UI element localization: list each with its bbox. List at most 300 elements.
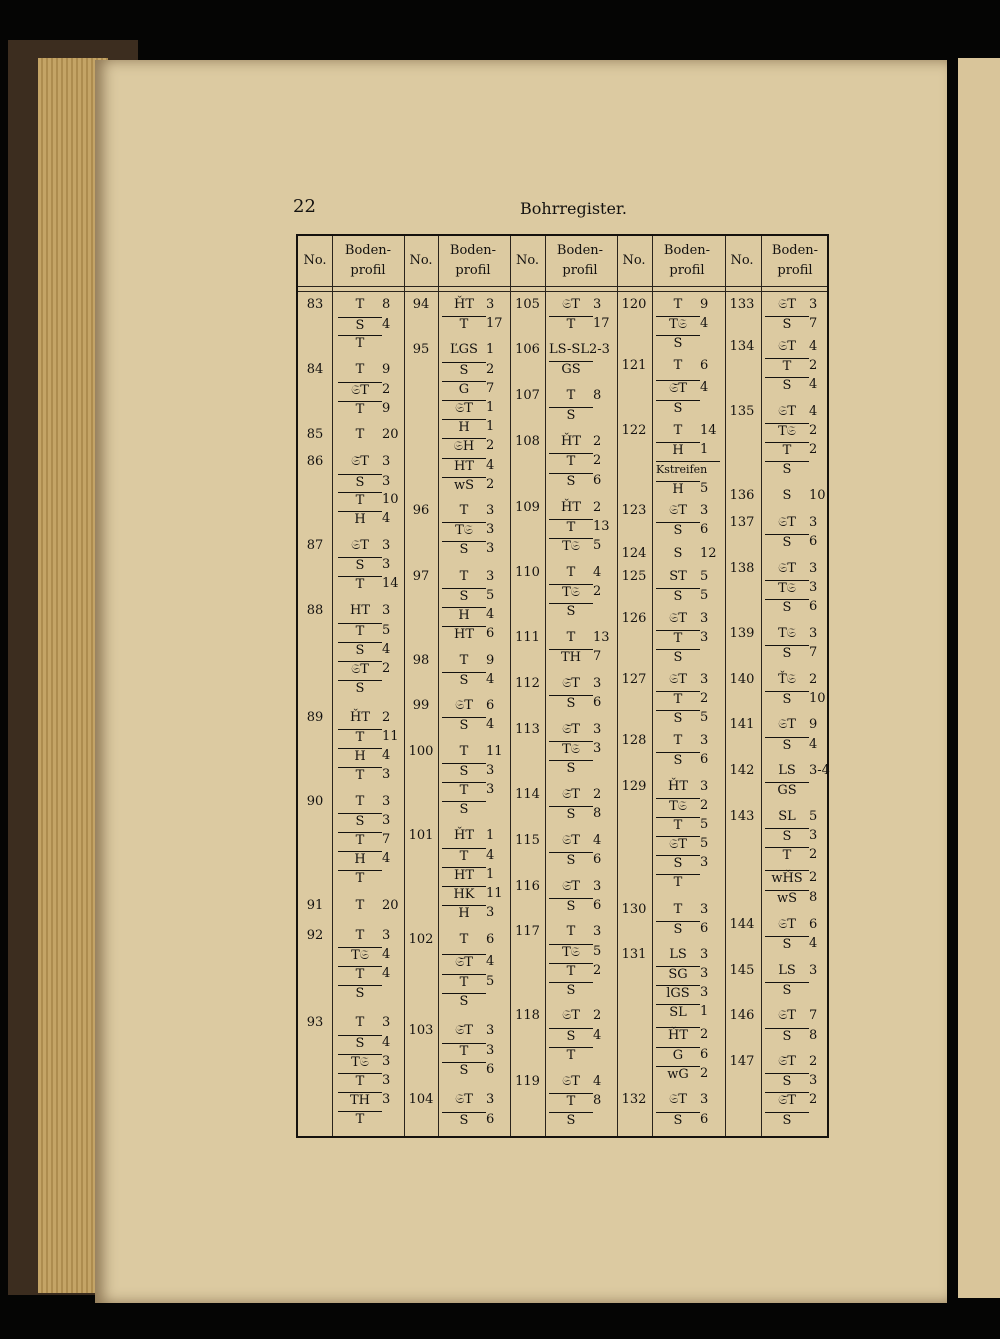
soil-layer (338, 729, 406, 749)
soil-symbol: S (442, 362, 486, 379)
layer-thickness: 3 (809, 626, 818, 641)
soil-layer (549, 316, 617, 336)
soil-symbol: 𝔖T (778, 297, 796, 312)
soil-symbol: wȞS (765, 870, 809, 887)
header-profil-label: profil (350, 263, 386, 278)
soil-symbol: 𝔖̄T (351, 454, 369, 469)
header-bodenprofil (438, 236, 508, 286)
soil-layer (549, 741, 617, 761)
soil-symbol: S (549, 407, 593, 424)
bore-number: 118 (515, 1008, 540, 1023)
bore-number: 85 (306, 427, 324, 442)
header-no (617, 236, 651, 286)
layer-thickness: 3 (382, 1073, 391, 1088)
layer-thickness: 8 (593, 388, 602, 403)
soil-layer (549, 924, 617, 944)
bore-number: 108 (515, 434, 540, 449)
soil-symbol: S (549, 473, 593, 490)
soil-symbol: S (442, 717, 486, 734)
soil-symbol: T (673, 733, 683, 748)
layer-thickness: 4 (700, 316, 709, 331)
soil-layer (549, 852, 617, 872)
soil-symbol: S (765, 691, 809, 708)
soil-layer (765, 936, 833, 956)
soil-symbol: T𝔖 (549, 538, 593, 555)
soil-layer (549, 760, 617, 780)
soil-symbol: T (656, 691, 700, 708)
layer-thickness: 3 (593, 676, 602, 691)
soil-symbol: T (459, 569, 469, 584)
bore-number: 101 (408, 828, 434, 843)
bore-number: 111 (515, 630, 540, 645)
column-rule (652, 236, 653, 1136)
layer-thickness: 2 (809, 442, 818, 457)
soil-layer (765, 782, 833, 802)
layer-thickness: 7 (382, 832, 391, 847)
layer-thickness: 3 (382, 1015, 391, 1030)
layer-thickness: 3 (382, 1054, 391, 1069)
soil-symbol: S (549, 806, 593, 823)
soil-symbol: S (549, 852, 593, 869)
soil-symbol: S (765, 1073, 809, 1090)
soil-symbol: S (656, 649, 700, 666)
layer-thickness: 1 (486, 828, 495, 843)
bore-number: 90 (306, 794, 324, 809)
soil-layer (338, 362, 406, 382)
soil-layer (442, 954, 510, 974)
soil-symbol: H (656, 442, 700, 459)
soil-symbol: S (442, 588, 486, 605)
soil-layer (549, 787, 617, 807)
page-number: 22 (293, 196, 316, 217)
soil-symbol: 𝔖̄T (562, 787, 580, 802)
soil-symbol: T (459, 503, 469, 518)
soil-symbol: S (765, 534, 809, 551)
soil-symbol: 𝔖T (669, 611, 687, 626)
soil-layer (442, 932, 510, 952)
soil-layer (442, 744, 510, 764)
soil-symbol: H (442, 905, 486, 922)
bore-number: 113 (515, 722, 540, 737)
layer-thickness: 3 (486, 905, 495, 920)
soil-symbol: T (355, 898, 365, 913)
soil-layer (656, 503, 724, 523)
layer-thickness: 3 (593, 297, 602, 312)
soil-layer (442, 905, 510, 925)
bore-number: 120 (621, 297, 647, 312)
soil-layer (442, 763, 510, 783)
soil-layer (549, 1047, 617, 1067)
layer-thickness: 4 (593, 1074, 602, 1089)
soil-layer (338, 1092, 406, 1112)
soil-symbol: T (549, 1047, 593, 1064)
layer-thickness: 4 (593, 565, 602, 580)
soil-layer (549, 898, 617, 918)
layer-thickness: 6 (700, 1112, 709, 1127)
layer-thickness: 3 (700, 985, 709, 1000)
soil-layer (765, 1028, 833, 1048)
soil-layer (549, 676, 617, 696)
layer-thickness: 2 (700, 798, 709, 813)
soil-layer (338, 767, 406, 787)
soil-layer (765, 423, 833, 443)
bore-number: 94 (412, 297, 430, 312)
bore-number: 91 (306, 898, 324, 913)
layer-thickness: 2 (593, 500, 602, 515)
soil-symbol: T (549, 519, 593, 536)
soil-layer (549, 388, 617, 408)
layer-thickness: 2 (809, 847, 818, 862)
header-boden-label: Boden- (663, 243, 711, 258)
soil-symbol: S (549, 760, 593, 777)
layer-thickness: 11 (382, 729, 399, 744)
soil-symbol: 𝔖T (778, 515, 796, 530)
header-profil-label: profil (777, 263, 813, 278)
bore-number: 129 (621, 779, 647, 794)
soil-symbol: 𝔖̄T (442, 954, 486, 971)
layer-thickness: 3 (809, 561, 818, 576)
layer-thickness: 8 (382, 297, 391, 312)
soil-symbol: wS (765, 890, 809, 907)
soil-symbol: T (355, 362, 365, 377)
soil-layer (656, 358, 724, 378)
layer-thickness: 2 (809, 358, 818, 373)
soil-symbol: T𝔖 (656, 316, 700, 333)
soil-layer (656, 1112, 724, 1132)
soil-symbol: 𝔖T (778, 561, 796, 576)
layer-thickness: 2 (486, 477, 495, 492)
soil-symbol: T (338, 1111, 382, 1128)
layer-thickness: 3 (382, 538, 391, 553)
soil-layer (442, 458, 510, 478)
soil-layer (442, 588, 510, 608)
soil-layer (338, 427, 406, 447)
layer-thickness: 2 (486, 438, 495, 453)
soil-layer (656, 442, 724, 462)
layer-thickness: 3 (809, 515, 818, 530)
soil-symbol: 𝔖T (669, 1092, 687, 1107)
layer-thickness: 4 (809, 404, 818, 419)
layer-thickness: 10 (382, 492, 399, 507)
bore-number: 88 (306, 603, 324, 618)
bore-number: 116 (515, 879, 540, 894)
layer-thickness: 3 (700, 779, 709, 794)
layer-thickness: 3 (486, 1092, 495, 1107)
soil-symbol: T (355, 297, 365, 312)
bore-number: 110 (515, 565, 540, 580)
layer-thickness: 4 (382, 317, 391, 332)
soil-layer (656, 630, 724, 650)
layer-thickness: 7 (809, 316, 818, 331)
header-boden-label: Boden- (344, 243, 392, 258)
soil-symbol: T (338, 492, 382, 509)
soil-layer (765, 809, 833, 829)
layer-thickness: 3 (809, 297, 818, 312)
soil-layer (549, 500, 617, 520)
soil-symbol: ȞT (560, 434, 581, 449)
bore-number: 102 (408, 932, 434, 947)
soil-layer (765, 626, 833, 646)
soil-layer (765, 717, 833, 737)
soil-symbol: S (338, 557, 382, 574)
layer-thickness: 17 (486, 316, 503, 331)
layer-thickness: 6 (593, 852, 602, 867)
layer-thickness: 2 (809, 1092, 818, 1107)
bore-number: 123 (621, 503, 647, 518)
layer-thickness: 2 (593, 963, 602, 978)
layer-thickness: 7 (486, 381, 495, 396)
header-rule (298, 286, 827, 287)
soil-symbol: T𝔖 (765, 580, 809, 597)
layer-thickness: 3 (700, 966, 709, 981)
layer-thickness: 2 (809, 1054, 818, 1069)
bore-number: 95 (412, 342, 430, 357)
bore-number: 140 (729, 672, 755, 687)
layer-thickness: 3 (486, 569, 495, 584)
soil-symbol: T (355, 427, 365, 442)
soil-layer (765, 672, 833, 692)
layer-thickness: 4 (486, 717, 495, 732)
layer-thickness: 5 (593, 538, 602, 553)
soil-layer (549, 407, 617, 427)
soil-layer (338, 870, 406, 890)
soil-symbol: S (549, 695, 593, 712)
layer-thickness: 4 (382, 851, 391, 866)
soil-symbol: LS (669, 947, 687, 962)
soil-symbol: S (765, 936, 809, 953)
soil-layer (765, 828, 833, 848)
soil-symbol: 𝔖̄T (765, 1092, 809, 1109)
layer-thickness: 6 (700, 1047, 709, 1062)
soil-layer (442, 1062, 510, 1082)
soil-symbol: T (338, 832, 382, 849)
soil-symbol: TH (338, 1092, 382, 1109)
layer-thickness: 1 (486, 400, 495, 415)
soil-layer (765, 847, 833, 867)
layer-thickness: 3 (700, 611, 709, 626)
soil-layer (338, 1015, 406, 1035)
soil-layer (549, 1074, 617, 1094)
soil-symbol: 𝔖̄T (562, 676, 580, 691)
layer-thickness: 3 (382, 557, 391, 572)
soil-layer (656, 752, 724, 772)
layer-thickness: 5 (593, 944, 602, 959)
soil-symbol: T (459, 932, 469, 947)
soil-symbol: 𝔖T (656, 836, 700, 853)
soil-symbol: ȞT (349, 710, 370, 725)
bore-number: 115 (515, 833, 540, 848)
layer-thickness: 3 (382, 1092, 391, 1107)
soil-symbol: T (442, 1043, 486, 1060)
bore-number: 145 (729, 963, 755, 978)
soil-layer (338, 623, 406, 643)
soil-layer (765, 982, 833, 1002)
bore-number: 143 (729, 809, 755, 824)
soil-symbol: T (549, 453, 593, 470)
bore-number: 119 (515, 1074, 540, 1089)
soil-symbol: S (338, 680, 382, 697)
soil-layer (442, 342, 510, 362)
soil-layer (338, 661, 406, 681)
soil-symbol: T (338, 576, 382, 593)
bore-number: 138 (729, 561, 755, 576)
bore-number: 93 (306, 1015, 324, 1030)
soil-layer (442, 1023, 510, 1043)
soil-layer (765, 339, 833, 359)
layer-thickness: 6 (700, 522, 709, 537)
layer-thickness: 3 (593, 879, 602, 894)
soil-symbol: T (355, 794, 365, 809)
layer-thickness: 4 (382, 748, 391, 763)
layer-thickness: 3 (809, 580, 818, 595)
bore-number: 100 (408, 744, 434, 759)
layer-thickness: 6 (593, 473, 602, 488)
soil-symbol: T (656, 630, 700, 647)
layer-thickness: 3 (809, 1073, 818, 1088)
soil-layer (442, 381, 510, 401)
layer-thickness: 3 (382, 794, 391, 809)
soil-symbol: HK (442, 886, 486, 903)
bore-number: 117 (515, 924, 540, 939)
soil-layer (338, 603, 406, 623)
soil-symbol: T (549, 1093, 593, 1110)
header-no-label: No. (515, 253, 540, 268)
soil-layer (338, 297, 406, 317)
layer-thickness: 3 (486, 763, 495, 778)
soil-symbol: S (442, 1062, 486, 1079)
layer-thickness: 12 (700, 546, 717, 561)
soil-layer (442, 672, 510, 692)
soil-symbol: H (338, 748, 382, 765)
soil-symbol: wS (442, 477, 486, 494)
layer-thickness: 4 (700, 380, 709, 395)
layer-thickness: 2 (593, 584, 602, 599)
soil-layer (765, 1073, 833, 1093)
soil-layer (338, 401, 406, 421)
soil-layer (656, 481, 724, 501)
soil-symbol: T (765, 358, 809, 375)
soil-layer (442, 607, 510, 627)
layer-thickness: 3 (486, 1043, 495, 1058)
soil-layer (656, 855, 724, 875)
soil-layer (442, 974, 510, 994)
soil-symbol: 𝔖T (351, 538, 369, 553)
soil-layer (656, 798, 724, 818)
layer-thickness: 3 (486, 541, 495, 556)
bore-number: 136 (729, 488, 755, 503)
soil-symbol: 𝔖H (442, 438, 486, 455)
soil-layer (549, 434, 617, 454)
layer-thickness: 20 (382, 898, 399, 913)
layer-thickness: 14 (700, 423, 717, 438)
soil-symbol: T𝔖 (549, 944, 593, 961)
bore-number: 122 (621, 423, 647, 438)
bore-number: 146 (729, 1008, 755, 1023)
soil-layer (656, 649, 724, 669)
soil-symbol: S (442, 763, 486, 780)
soil-layer (765, 534, 833, 554)
layer-thickness: 4 (486, 848, 495, 863)
soil-layer (656, 733, 724, 753)
soil-layer (765, 691, 833, 711)
soil-layer (338, 710, 406, 730)
soil-symbol: 𝔖T (338, 382, 382, 399)
layer-thickness: 4 (382, 947, 391, 962)
bore-number: 107 (515, 388, 540, 403)
soil-symbol: HT (442, 626, 486, 643)
layer-thickness: 20 (382, 427, 399, 442)
soil-layer (338, 317, 406, 337)
soil-layer (338, 492, 406, 512)
soil-layer (338, 928, 406, 948)
soil-symbol: T (673, 423, 683, 438)
soil-layer (765, 599, 833, 619)
soil-layer (338, 748, 406, 768)
soil-symbol: LS (778, 763, 796, 778)
soil-symbol: S (549, 1112, 593, 1129)
bore-number: 130 (621, 902, 647, 917)
bore-number: 83 (306, 297, 324, 312)
soil-layer (338, 1035, 406, 1055)
soil-symbol: S (673, 546, 683, 561)
soil-symbol: 𝔖T (455, 698, 473, 713)
soil-symbol: 𝔖T (669, 672, 687, 687)
soil-layer (442, 400, 510, 420)
soil-symbol: HT (349, 603, 370, 618)
header-boden-label: Boden- (556, 243, 604, 258)
bore-number: 105 (515, 297, 540, 312)
soil-symbol: 𝔖̄T (455, 1023, 473, 1038)
soil-layer (549, 879, 617, 899)
layer-thickness: 3 (486, 1023, 495, 1038)
soil-symbol: S (338, 985, 382, 1002)
soil-symbol: S (656, 855, 700, 872)
layer-thickness: 3 (382, 767, 391, 782)
soil-layer (549, 722, 617, 742)
soil-symbol: H (338, 851, 382, 868)
soil-layer (656, 423, 724, 443)
soil-layer (765, 1092, 833, 1112)
bore-number: 106 (515, 342, 540, 357)
layer-thickness: 6 (809, 534, 818, 549)
column-rule (332, 236, 333, 1136)
layer-thickness: 9 (382, 362, 391, 377)
layer-thickness: 4 (382, 1035, 391, 1050)
layer-thickness: 9 (486, 653, 495, 668)
soil-layer (338, 576, 406, 596)
soil-symbol: S (656, 400, 700, 417)
soil-layer (549, 538, 617, 558)
soil-symbol: GS (765, 782, 809, 799)
layer-thickness: 6 (593, 695, 602, 710)
layer-thickness: 2 (700, 691, 709, 706)
soil-symbol: 𝔖T (338, 661, 382, 678)
soil-layer (656, 836, 724, 856)
soil-layer (656, 297, 724, 317)
soil-symbol: T (355, 1015, 365, 1030)
layer-thickness: 2 (593, 453, 602, 468)
layer-thickness: 2 (809, 870, 818, 885)
soil-symbol: ȞT (560, 500, 581, 515)
soil-layer (765, 515, 833, 535)
layer-thickness: 3 (700, 733, 709, 748)
soil-symbol: Ť𝔖 (778, 672, 796, 687)
bore-number: 137 (729, 515, 755, 530)
layer-thickness: 10 (809, 691, 826, 706)
soil-layer (549, 297, 617, 317)
layer-thickness: 5 (700, 817, 709, 832)
soil-layer (656, 817, 724, 837)
